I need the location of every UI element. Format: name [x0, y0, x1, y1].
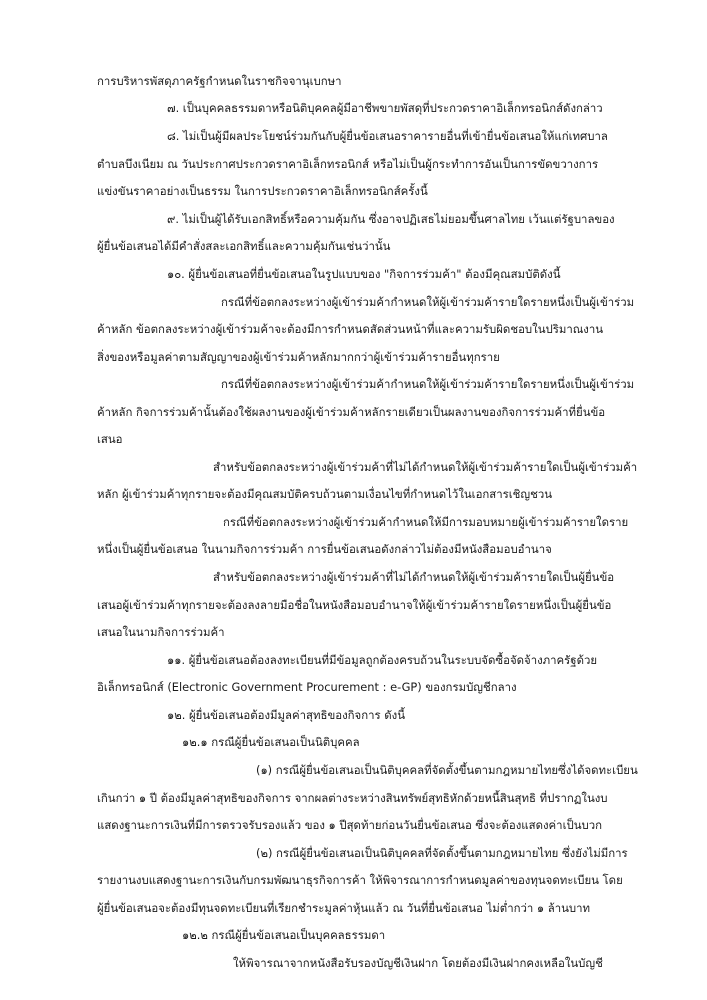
text-line: ตำบลบึงเนียม ณ วันประกาศประกวดราคาอิเล็กทรอนิกส์ หรือไม่เป็นผู้กระทำการอันเป็นการขัดขวางการ [97, 157, 599, 171]
text-line: สำหรับข้อตกลงระหว่างผู้เข้าร่วมค้าที่ไม่ได้กำหนดให้ผู้เข้าร่วมค้ารายใดเป็นผู้เข้าร่วมค้า [213, 460, 638, 474]
text-line: เกินกว่า ๑ ปี ต้องมีมูลค่าสุทธิของกิจการ จากผลต่างระหว่างสินทรัพย์สุทธิหักด้วยหนี้สินสุทธิ ที่ปรากฏในงบ [97, 791, 608, 805]
text-line: ๗. เป็นบุคคลธรรมดาหรือนิติบุคคลผู้มีอาชีพขายพัสดุที่ประกวดราคาอิเล็กทรอนิกส์ดังกล่าว [167, 101, 603, 115]
text-line: ผู้ยื่นข้อเสนอได้มีคำสั่งสละเอกสิทธิ์และความคุ้มกันเช่นว่านั้น [97, 239, 391, 253]
text-line: ๘. ไม่เป็นผู้มีผลประโยชน์ร่วมกันกับผู้ยื่นข้อเสนอราคารายอื่นที่เข้ายื่นข้อเสนอให้แก่เทศบาล [167, 129, 608, 143]
text-line: การบริหารพัสดุภาครัฐกำหนดในราชกิจจานุเบกษา [97, 74, 342, 88]
text-line: (๒) กรณีผู้ยื่นข้อเสนอเป็นนิติบุคคลที่จัดตั้งขึ้นตามกฎหมายไทย ซึ่งยังไม่มีการ [256, 846, 628, 860]
text-line: ๑๑. ผู้ยื่นข้อเสนอต้องลงทะเบียนที่มีข้อมูลถูกต้องครบถ้วนในระบบจัดซื้อจัดจ้างภาครัฐด้วย [167, 653, 598, 667]
text-line: กรณีที่ข้อตกลงระหว่างผู้เข้าร่วมค้ากำหนดให้ผู้เข้าร่วมค้ารายใดรายหนึ่งเป็นผู้เข้าร่วม [221, 377, 635, 391]
text-line: หลัก ผู้เข้าร่วมค้าทุกรายจะต้องมีคุณสมบัติครบถ้วนตามเงื่อนไขที่กำหนดไว้ในเอกสารเชิญชวน [97, 487, 553, 501]
text-line: กรณีที่ข้อตกลงระหว่างผู้เข้าร่วมค้ากำหนดให้ผู้เข้าร่วมค้ารายใดรายหนึ่งเป็นผู้เข้าร่วม [221, 295, 635, 309]
text-line: สำหรับข้อตกลงระหว่างผู้เข้าร่วมค้าที่ไม่ได้กำหนดให้ผู้เข้าร่วมค้ารายใดเป็นผู้ยื่นข้อ [213, 570, 615, 584]
text-line: ๑๒.๑ กรณีผู้ยื่นข้อเสนอเป็นนิติบุคคล [182, 735, 360, 749]
text-line: ค้าหลัก ข้อตกลงระหว่างผู้เข้าร่วมค้าจะต้องมีการกำหนดสัดส่วนหน้าที่และความรับผิดชอบในปริมาณงาน [97, 322, 604, 336]
text-line: เสนอ [97, 432, 123, 446]
text-line: (๑) กรณีผู้ยื่นข้อเสนอเป็นนิติบุคคลที่จัดตั้งขึ้นตามกฎหมายไทยซึ่งได้จดทะเบียน [256, 763, 638, 777]
text-line: ให้พิจารณาจากหนังสือรับรองบัญชีเงินฝาก โดยต้องมีเงินฝากคงเหลือในบัญชี [233, 956, 603, 970]
text-line: ๑๒. ผู้ยื่นข้อเสนอต้องมีมูลค่าสุทธิของกิจการ ดังนี้ [167, 708, 405, 722]
text-line: ค้าหลัก กิจการร่วมค้านั้นต้องใช้ผลงานของผู้เข้าร่วมค้าหลักรายเดียวเป็นผลงานของกิจการร่วมค้าที่ยื่นข้อ [97, 405, 606, 419]
text-line: หนึ่งเป็นผู้ยื่นข้อเสนอ ในนามกิจการร่วมค้า การยื่นข้อเสนอดังกล่าวไม่ต้องมีหนังสือมอบอำนาจ [97, 542, 552, 556]
text-line: ๑๒.๒ กรณีผู้ยื่นข้อเสนอเป็นบุคคลธรรมดา [182, 928, 386, 942]
text-line: อิเล็กทรอนิกส์ (Electronic Government Procurement : e-GP) ของกรมบัญชีกลาง [97, 680, 517, 694]
text-line: แข่งขันราคาอย่างเป็นธรรม ในการประกวดราคาอิเล็กทรอนิกส์ครั้งนี้ [97, 184, 428, 198]
text-line: รายงานงบแสดงฐานะการเงินกับกรมพัฒนาธุรกิจการค้า ให้พิจารณาการกำหนดมูลค่าของทุนจดทะเบียน โดย [97, 873, 623, 887]
text-line: ๑๐. ผู้ยื่นข้อเสนอที่ยื่นข้อเสนอในรูปแบบของ "กิจการร่วมค้า" ต้องมีคุณสมบัติดังนี้ [167, 267, 561, 281]
text-line: สิ่งของหรือมูลค่าตามสัญญาของผู้เข้าร่วมค้าหลักมากกว่าผู้เข้าร่วมค้ารายอื่นทุกราย [97, 350, 500, 364]
text-line: เสนอผู้เข้าร่วมค้าทุกรายจะต้องลงลายมือชื่อในหนังสือมอบอำนาจให้ผู้เข้าร่วมค้ารายใดรายหนึ่งเป็นผู้ยื่นข้อ [97, 598, 612, 612]
text-line: เสนอในนามกิจการร่วมค้า [97, 625, 225, 639]
text-line: ๙. ไม่เป็นผู้ได้รับเอกสิทธิ์หรือความคุ้มกัน ซึ่งอาจปฏิเสธไม่ยอมขึ้นศาลไทย เว้นแต่รัฐบาลของ [167, 212, 615, 226]
text-line: กรณีที่ข้อตกลงระหว่างผู้เข้าร่วมค้ากำหนดให้มีการมอบหมายผู้เข้าร่วมค้ารายใดราย [223, 515, 629, 529]
text-line: แสดงฐานะการเงินที่มีการตรวจรับรองแล้ว ของ ๑ ปีสุดท้ายก่อนวันยื่นข้อเสนอ ซึ่งจะต้องแสดงค่าเป็นบวก [97, 818, 603, 832]
text-line: ผู้ยื่นข้อเสนอจะต้องมีทุนจดทะเบียนที่เรียกชำระมูลค่าหุ้นแล้ว ณ วันที่ยื่นข้อเสนอ ไม่ต่ำกว่า ๑ ล้านบาท [97, 901, 591, 915]
